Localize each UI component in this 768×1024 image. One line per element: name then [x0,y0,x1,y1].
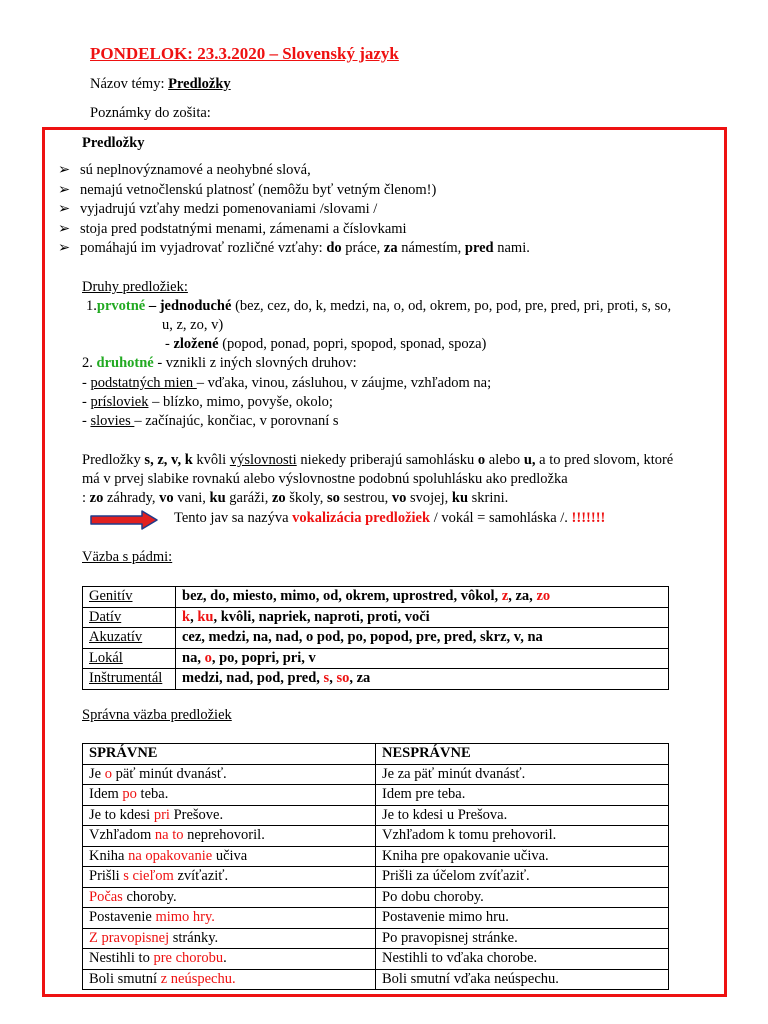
incorrect-cell: Idem pre teba. [376,785,669,806]
primary-line-2: u, z, zo, v) [162,317,224,333]
incorrect-cell: Boli smutní vďaka neúspechu. [376,969,669,990]
table-row [83,826,669,847]
correct-cell: Idem po teba. [83,785,376,806]
correct-cell: Vzhľadom na to neprehovoril. [83,826,376,847]
incorrect-cell: Nestihli to vďaka chorobe. [376,949,669,970]
correct-cell: Z pravopisnej stránky. [83,928,376,949]
compound-label: zložené [173,336,219,352]
table-row [83,648,669,669]
case-name: Lokál [83,648,176,669]
verb-line: - slovies – začínajúc, končiac, v porovnaní s [82,413,339,429]
bullet-list [58,161,530,259]
correct-cell: Je o päť minút dvanásť. [83,764,376,785]
cases-table [82,586,669,690]
arrow-bullet-icon: ➢ [58,181,71,198]
arrow-bullet-icon: ➢ [58,240,71,256]
noun-line: - podstatných mien – vďaka, vinou, zásluhou, v záujme, vzhľadom na; [82,375,492,391]
table-row [83,928,669,949]
table-row [83,805,669,826]
correct-cell: Počas choroby. [83,887,376,908]
case-prepositions: medzi, nad, pod, pred, s, so, za [176,669,669,690]
table-row [83,764,669,785]
correct-cell: Postavenie mimo hry. [83,908,376,929]
topic-name: Predložky [168,76,231,92]
vocalization-line-2: má v prvej slabike rovnakú alebo výslovnostne podobnú spoluhlásku ako predložka [82,471,568,487]
table-row [83,969,669,990]
case-prepositions: k, ku, kvôli, napriek, naproti, proti, voči [176,607,669,628]
incorrect-cell: Postavenie mimo hru. [376,908,669,929]
correct-cell: Prišli s cieľom zvíťaziť. [83,867,376,888]
topic-line [90,75,231,95]
vocalization-line-1: Predložky s, z, v, k kvôli výslovnosti niekedy priberajú samohlásku o alebo u, a to pred slovom, ktoré [82,452,674,468]
table-row [83,785,669,806]
primary-line: 1.prvotné – jednoduché (bez, cez, do, k, medzi, na, o, od, okrem, po, pod, pre, pred, pri, proti, s, so, [86,298,672,314]
list-item: ➢ pomáhajú im vyjadrovať rozličné vzťahy: do práce, za námestím, pred nami. [58,239,530,259]
simple-label: jednoduché [159,298,232,314]
incorrect-cell: Je za päť minút dvanásť. [376,764,669,785]
cases-heading: Väzba s pádmi: [82,549,173,565]
arrow-bullet-icon: ➢ [58,201,71,217]
case-name: Genitív [83,587,176,608]
correct-cell: Kniha na opakovanie učiva [83,846,376,867]
incorrect-cell: Je to kdesi u Prešova. [376,805,669,826]
incorrect-cell: Prišli za účelom zvíťaziť. [376,867,669,888]
table-header-row [83,744,669,765]
table-row [83,887,669,908]
page-title: PONDELOK: 23.3.2020 – Slovenský jazyk [90,44,399,63]
compound-line: - zložené (popod, ponad, popri, spopod, sponad, spoza) [165,336,487,352]
secondary-line: 2. druhotné - vznikli z iných slovných druhov: [82,355,357,371]
types-heading: Druhy predložiek: [82,279,188,295]
table-row [83,628,669,649]
table-row [83,867,669,888]
correct-usage-table [82,743,669,990]
vocalization-examples: : zo záhrady, vo vani, ku garáži, zo školy, so sestrou, vo svojej, ku skrini. [82,490,509,506]
table-row [83,587,669,608]
incorrect-cell: Po dobu choroby. [376,887,669,908]
right-arrow-icon [90,510,158,530]
vocalization-note: Tento jav sa nazýva vokalizácia predložiek / vokál = samohláska /. !!!!!!! [174,510,606,526]
list-item: ➢ nemajú vetnočlenskú platnosť (nemôžu byť vetným členom!) [58,181,530,201]
arrow-bullet-icon: ➢ [58,220,71,237]
notes-label: Poznámky do zošita: [90,105,211,121]
correct-cell: Boli smutní z neúspechu. [83,969,376,990]
table-row [83,908,669,929]
case-name: Datív [83,607,176,628]
correct-cell: Nestihli to pre chorobu. [83,949,376,970]
case-name: Akuzatív [83,628,176,649]
table-row [83,669,669,690]
primary-label: prvotné [96,298,146,314]
table-row [83,846,669,867]
list-item: ➢ stoja pred podstatnými menami, zámenami a číslovkami [58,220,530,240]
vocalization-term: vokalizácia predložiek [292,510,431,526]
section-title: Predložky [82,135,145,151]
incorrect-cell: Po pravopisnej stránke. [376,928,669,949]
column-header-incorrect: NESPRÁVNE [376,744,669,765]
table-row [83,607,669,628]
list-item: ➢ sú neplnovýznamové a neohybné slová, [58,161,530,181]
table-row [83,949,669,970]
correct-heading: Správna väzba predložiek [82,707,232,723]
adverb-line: - prísloviek – blízko, mimo, povyše, okolo; [82,394,333,410]
topic-label: Názov témy: [90,76,169,92]
case-name: Inštrumentál [83,669,176,690]
incorrect-cell: Kniha pre opakovanie učiva. [376,846,669,867]
column-header-correct: SPRÁVNE [83,744,376,765]
case-prepositions: bez, do, miesto, mimo, od, okrem, uprostred, vôkol, z, za, zo [176,587,669,608]
case-prepositions: na, o, po, popri, pri, v [176,648,669,669]
incorrect-cell: Vzhľadom k tomu prehovoril. [376,826,669,847]
list-item: ➢ vyjadrujú vzťahy medzi pomenovaniami /slovami / [58,200,530,220]
secondary-label: druhotné [96,355,154,371]
correct-cell: Je to kdesi pri Prešove. [83,805,376,826]
arrow-bullet-icon: ➢ [58,162,71,178]
case-prepositions: cez, medzi, na, nad, o pod, po, popod, pre, pred, skrz, v, na [176,628,669,649]
